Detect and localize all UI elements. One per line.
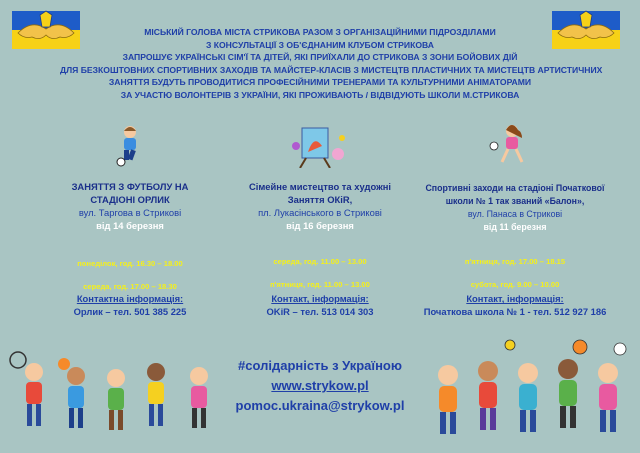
header-line: ДЛЯ БЕЗКОШТОВНИХ СПОРТИВНИХ ЗАХОДІВ ТА МАЙСТЕР-КЛАСІВ З МИСТЕЦТВ ПЛАСТИЧНИХ ТА МИСТЕЦТВ АРТИСТИЧНИХ <box>60 64 603 75</box>
art-contact-block <box>210 292 430 318</box>
art-title: Сімейне мистецтво та художні <box>249 181 391 192</box>
football-player-illustration <box>112 125 148 167</box>
header-line: ЗАНЯТТЯ БУДУТЬ ПРОВОДИТИСЯ ПРОФЕСІЙНИМИ ТРЕНЕРАМИ ТА КУЛЬТУРНИМИ АНІМАТОРАМИ <box>108 77 532 88</box>
football-contact-block <box>30 292 230 318</box>
art-section <box>210 180 430 232</box>
sport-address: вул. Панаса в Стрикові <box>467 209 563 219</box>
sport-times <box>405 250 625 296</box>
art-title: Заняття ОКіR, <box>287 194 353 205</box>
kids-group-right-illustration <box>420 335 635 450</box>
football-contact: Орлик – тел. 501 385 225 <box>73 306 187 317</box>
sport-date: від 11 березня <box>483 222 547 232</box>
sport-time: п'ятниця, год. 17.00 – 18.15 <box>464 257 566 266</box>
header-line: ЗАПРОШУЄ УКРАЇНСЬКІ СІМ'Ї ТА ДІТЕЙ, ЯКІ ПРИЇХАЛИ ДО СТРИКОВА З ЗОНИ БОЙОВИХ ДІЙ <box>122 52 518 63</box>
header-announcement <box>60 26 603 102</box>
football-title: СТАДІОНІ ОРЛИК <box>90 194 170 205</box>
footer <box>200 356 440 416</box>
football-time: середа, год. 17.00 – 18.30 <box>83 282 177 291</box>
art-address: пл. Лукасінського в Стрикові <box>258 207 382 218</box>
art-time: п'ятниця, год. 11.00 – 13.00 <box>270 280 370 289</box>
hashtag: #солідарність з Україною <box>238 358 402 373</box>
art-date: від 16 березня <box>286 220 354 231</box>
football-time: понеділок, год. 16.30 – 18.00 <box>77 259 183 268</box>
football-title: ЗАНЯТТЯ З ФУТБОЛУ НА <box>71 181 189 192</box>
football-section <box>30 180 230 232</box>
sport-contact-block <box>405 292 625 318</box>
football-contact-label: Контактна інформація: <box>76 293 184 304</box>
sport-section <box>405 182 625 234</box>
sport-contact: Початкова школа № 1 - тел. 512 927 186 <box>423 306 607 317</box>
art-easel-illustration <box>290 126 350 168</box>
header-line: З КОНСУЛЬТАЦІЇ З ОБ'ЄДНАНИМ КЛУБОМ СТРИКОВА <box>205 39 435 50</box>
sport-time: субота, год. 9.00 – 10.00 <box>470 280 560 289</box>
website-link[interactable]: www.strykow.pl <box>271 378 369 393</box>
art-contact-label: Контакт, інформація: <box>271 293 369 304</box>
header-line: МІСЬКИЙ ГОЛОВА МІСТА СТРИКОВА РАЗОМ З ОРГАНІЗАЦІЙНИМИ ПІДРОЗДІЛАМИ <box>144 27 496 37</box>
sport-title: школи № 1 так званий «Балон», <box>445 196 585 206</box>
sport-title: Спортивні заходи на стадіоні Початкової <box>425 183 605 193</box>
art-times <box>210 250 430 296</box>
header-line: ЗА УЧАСТЮ ВОЛОНТЕРІВ З УКРАЇНИ, ЯКІ ПРОЖИВАЮТЬ / ВІДВІДУЮТЬ ШКОЛИ М.СТРИКОВА <box>120 89 520 100</box>
kids-group-left-illustration <box>4 340 224 450</box>
art-time: середа, год. 11.00 – 13.00 <box>273 257 367 266</box>
football-date: від 14 березня <box>96 220 164 231</box>
sport-contact-label: Контакт, інформація: <box>466 293 564 304</box>
email-link[interactable]: pomoc.ukraina@strykow.pl <box>235 398 405 413</box>
art-contact: OKiR – тел. 513 014 303 <box>266 306 374 317</box>
running-girl-illustration <box>488 124 530 168</box>
football-address: вул. Таргова в Стрикові <box>78 207 182 218</box>
